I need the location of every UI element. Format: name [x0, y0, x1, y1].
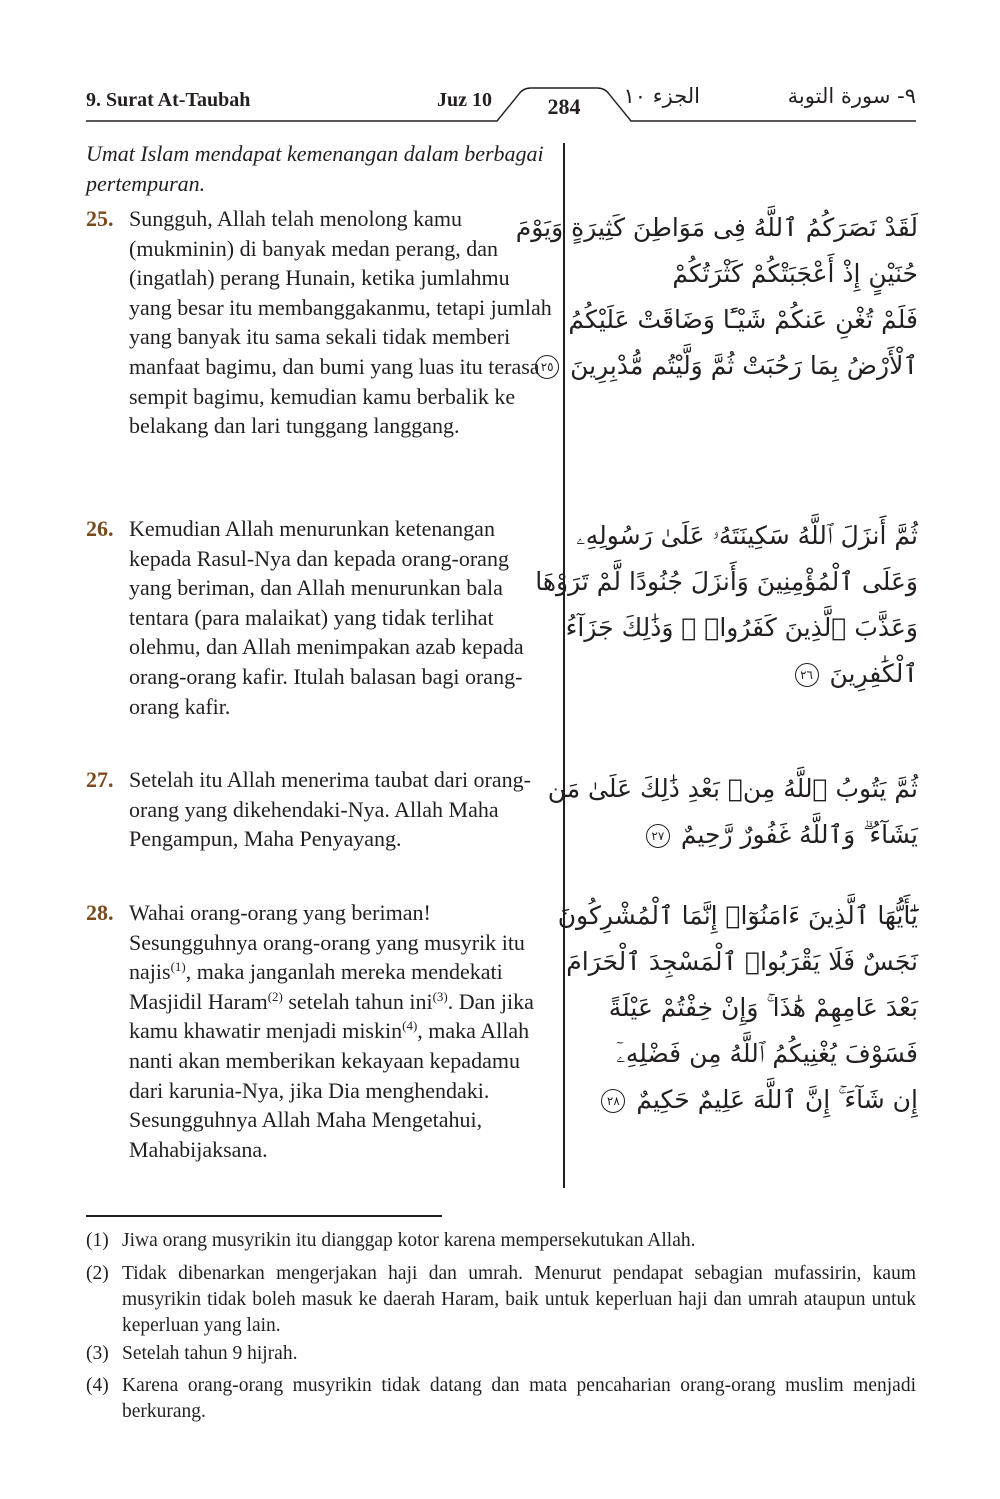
footnote-2: [86, 1261, 916, 1339]
verse-25-arabic: [515, 205, 918, 389]
footnote-4: [86, 1373, 916, 1425]
footnote-ref-1[interactable]: (1): [170, 959, 186, 975]
arabic-line: ثُمَّ يَتُوبُ ٱللَّهُ مِنۢ بَعْدِ ذَٰلِكَ عَلَىٰ مَن: [547, 774, 918, 803]
ayah-end-marker: ٢٥: [535, 355, 559, 379]
verse-text: Kemudian Allah menurunkan ketenangan kepada Rasul-Nya dan kepada orang-orang yang beriman, dan Allah menurunkan bala tentara (para malaikat) yang tidak terlihat olehmu, dan Allah menimpakan azab kepada orang-orang kafir. Itulah balasan bagi orang-orang kafir.: [129, 516, 524, 719]
verse-27-translation: [86, 765, 556, 854]
column-divider: [563, 143, 565, 1188]
verse-number: 25.: [86, 206, 114, 231]
verse-text: Setelah itu Allah menerima taubat dari orang-orang yang dikehendaki-Nya. Allah Maha Pengampun, Maha Penyayang.: [129, 767, 531, 852]
section-heading: Umat Islam mendapat kemenangan dalam berbagai pertempuran.: [86, 141, 544, 196]
footnote-number: (2): [86, 1263, 109, 1284]
arabic-line: ٱلْكَٰفِرِينَ ٢٦: [578, 651, 918, 697]
juz-label-arabic: الجزء ١٠: [623, 84, 700, 108]
surah-title-latin: 9. Surat At-Taubah: [86, 89, 251, 111]
arabic-line: وَعَذَّبَ ٱلَّذِينَ كَفَرُوا۟ ۚ وَذَٰلِكَ جَزَآءُ: [565, 613, 918, 642]
footnote-ref-2[interactable]: (2): [267, 988, 283, 1004]
ayah-end-marker: ٢٧: [646, 824, 670, 848]
footnote-number: (3): [86, 1343, 109, 1364]
footnote-separator: [86, 1215, 442, 1217]
arabic-line: فَلَمْ تُغْنِ عَنكُمْ شَيْـًٔا وَضَاقَتْ عَلَيْكُمُ: [568, 305, 918, 334]
ayah-end-marker: ٢٦: [795, 663, 819, 687]
verse-25-translation: [86, 204, 556, 441]
arabic-line: بَعْدَ عَامِهِمْ هَٰذَا ۚ وَإِنْ خِفْتُمْ عَيْلَةً: [608, 993, 918, 1022]
verse-28-arabic: [557, 893, 918, 1123]
arabic-line: لَقَدْ نَصَرَكُمُ ٱللَّهُ فِى مَوَاطِنَ كَثِيرَةٍ وَيَوْمَ: [515, 213, 918, 242]
arabic-line: نَجَسٌ فَلَا يَقْرَبُوا۟ ٱلْمَسْجِدَ ٱلْحَرَامَ: [566, 947, 918, 976]
arabic-line: ثُمَّ أَنزَلَ ٱللَّهُ سَكِينَتَهُۥ عَلَىٰ رَسُولِهِۦ: [576, 521, 918, 550]
arabic-line: يَٰٓأَيُّهَا ٱلَّذِينَ ءَامَنُوٓا۟ إِنَّمَا ٱلْمُشْرِكُونَ: [557, 901, 918, 930]
verse-27-arabic: [547, 766, 918, 858]
verse-text: Sungguh, Allah telah menolong kamu (mukminin) di banyak medan perang, dan (ingatlah) perang Hunain, ketika jumlahmu yang besar itu membanggakanmu, tetapi jumlah yang banyak itu sama sekali tidak memberi manfaat bagimu, dan bumi yang luas itu terasa sempit bagimu, kemudian kamu berbalik ke belakang dan lari tunggang langgang.: [129, 206, 552, 439]
arabic-line: إِن شَآءَ ۚ إِنَّ ٱللَّهَ عَلِيمٌ حَكِيمٌ ٢٨: [578, 1077, 918, 1123]
verse-28-translation: [86, 898, 556, 1164]
header-rule: [0, 0, 1000, 140]
footnote-number: (4): [86, 1375, 109, 1396]
footnote-text: Tidak dibenarkan mengerjakan haji dan umrah. Menurut pendapat sebagian mufassirin, kaum musyrikin tidak boleh masuk ke daerah Haram, baik untuk keperluan haji dan umrah ataupun untuk keperluan yang lain.: [122, 1263, 916, 1336]
arabic-line: يَشَآءُ ۗ وَٱللَّهُ غَفُورٌ رَّحِيمٌ ٢٧: [578, 812, 918, 858]
footnote-3: [86, 1341, 916, 1367]
footnote-ref-4[interactable]: (4): [402, 1018, 418, 1034]
verse-26-arabic: [535, 513, 918, 697]
arabic-line: حُنَيْنٍ إِذْ أَعْجَبَتْكُمْ كَثْرَتُكُمْ: [672, 259, 918, 288]
verse-text: Wahai orang-orang yang beriman! Sesungguhnya orang-orang yang musyrik itu najis$^{(1)}$, maka janganlah mereka mendekati Masjidil Haram$^{(2)}$ setelah tahun ini$^{(3)}$. Dan jika kamu khawatir menjadi miskin$^{(4)}$, maka Allah nanti akan memberikan kekayaan kepadamu dari karunia-Nya, jika Dia menghendaki. Sesungguhnya Allah Maha Mengetahui, Mahabijaksana.: [129, 900, 534, 1162]
verse-26-translation: [86, 514, 556, 721]
page-number: 284: [547, 94, 581, 119]
arabic-line: وَعَلَى ٱلْمُؤْمِنِينَ وَأَنزَلَ جُنُودًا لَّمْ تَرَوْهَا: [535, 567, 918, 596]
verse-number: 28.: [86, 900, 114, 925]
footnote-text: Setelah tahun 9 hijrah.: [122, 1343, 298, 1364]
juz-label-latin: Juz 10: [437, 89, 492, 111]
footnote-text: Jiwa orang musyrikin itu dianggap kotor karena mempersekutukan Allah.: [122, 1230, 696, 1251]
verse-number: 26.: [86, 516, 114, 541]
footnote-1: [86, 1228, 916, 1254]
surah-title-arabic: ٩- سورة التوبة: [787, 84, 916, 108]
ayah-end-marker: ٢٨: [601, 1089, 625, 1113]
footnote-text: Karena orang-orang musyrikin tidak datang dan mata pencaharian orang-orang muslim menjadi berkurang.: [122, 1375, 916, 1422]
footnote-ref-3[interactable]: (3): [432, 988, 448, 1004]
arabic-line: ٱلْأَرْضُ بِمَا رَحُبَتْ ثُمَّ وَلَّيْتُم مُّدْبِرِينَ ٢٥: [578, 343, 918, 389]
footnote-number: (1): [86, 1230, 109, 1251]
verse-number: 27.: [86, 767, 114, 792]
arabic-line: فَسَوْفَ يُغْنِيكُمُ ٱللَّهُ مِن فَضْلِهِۦٓ: [616, 1039, 918, 1068]
